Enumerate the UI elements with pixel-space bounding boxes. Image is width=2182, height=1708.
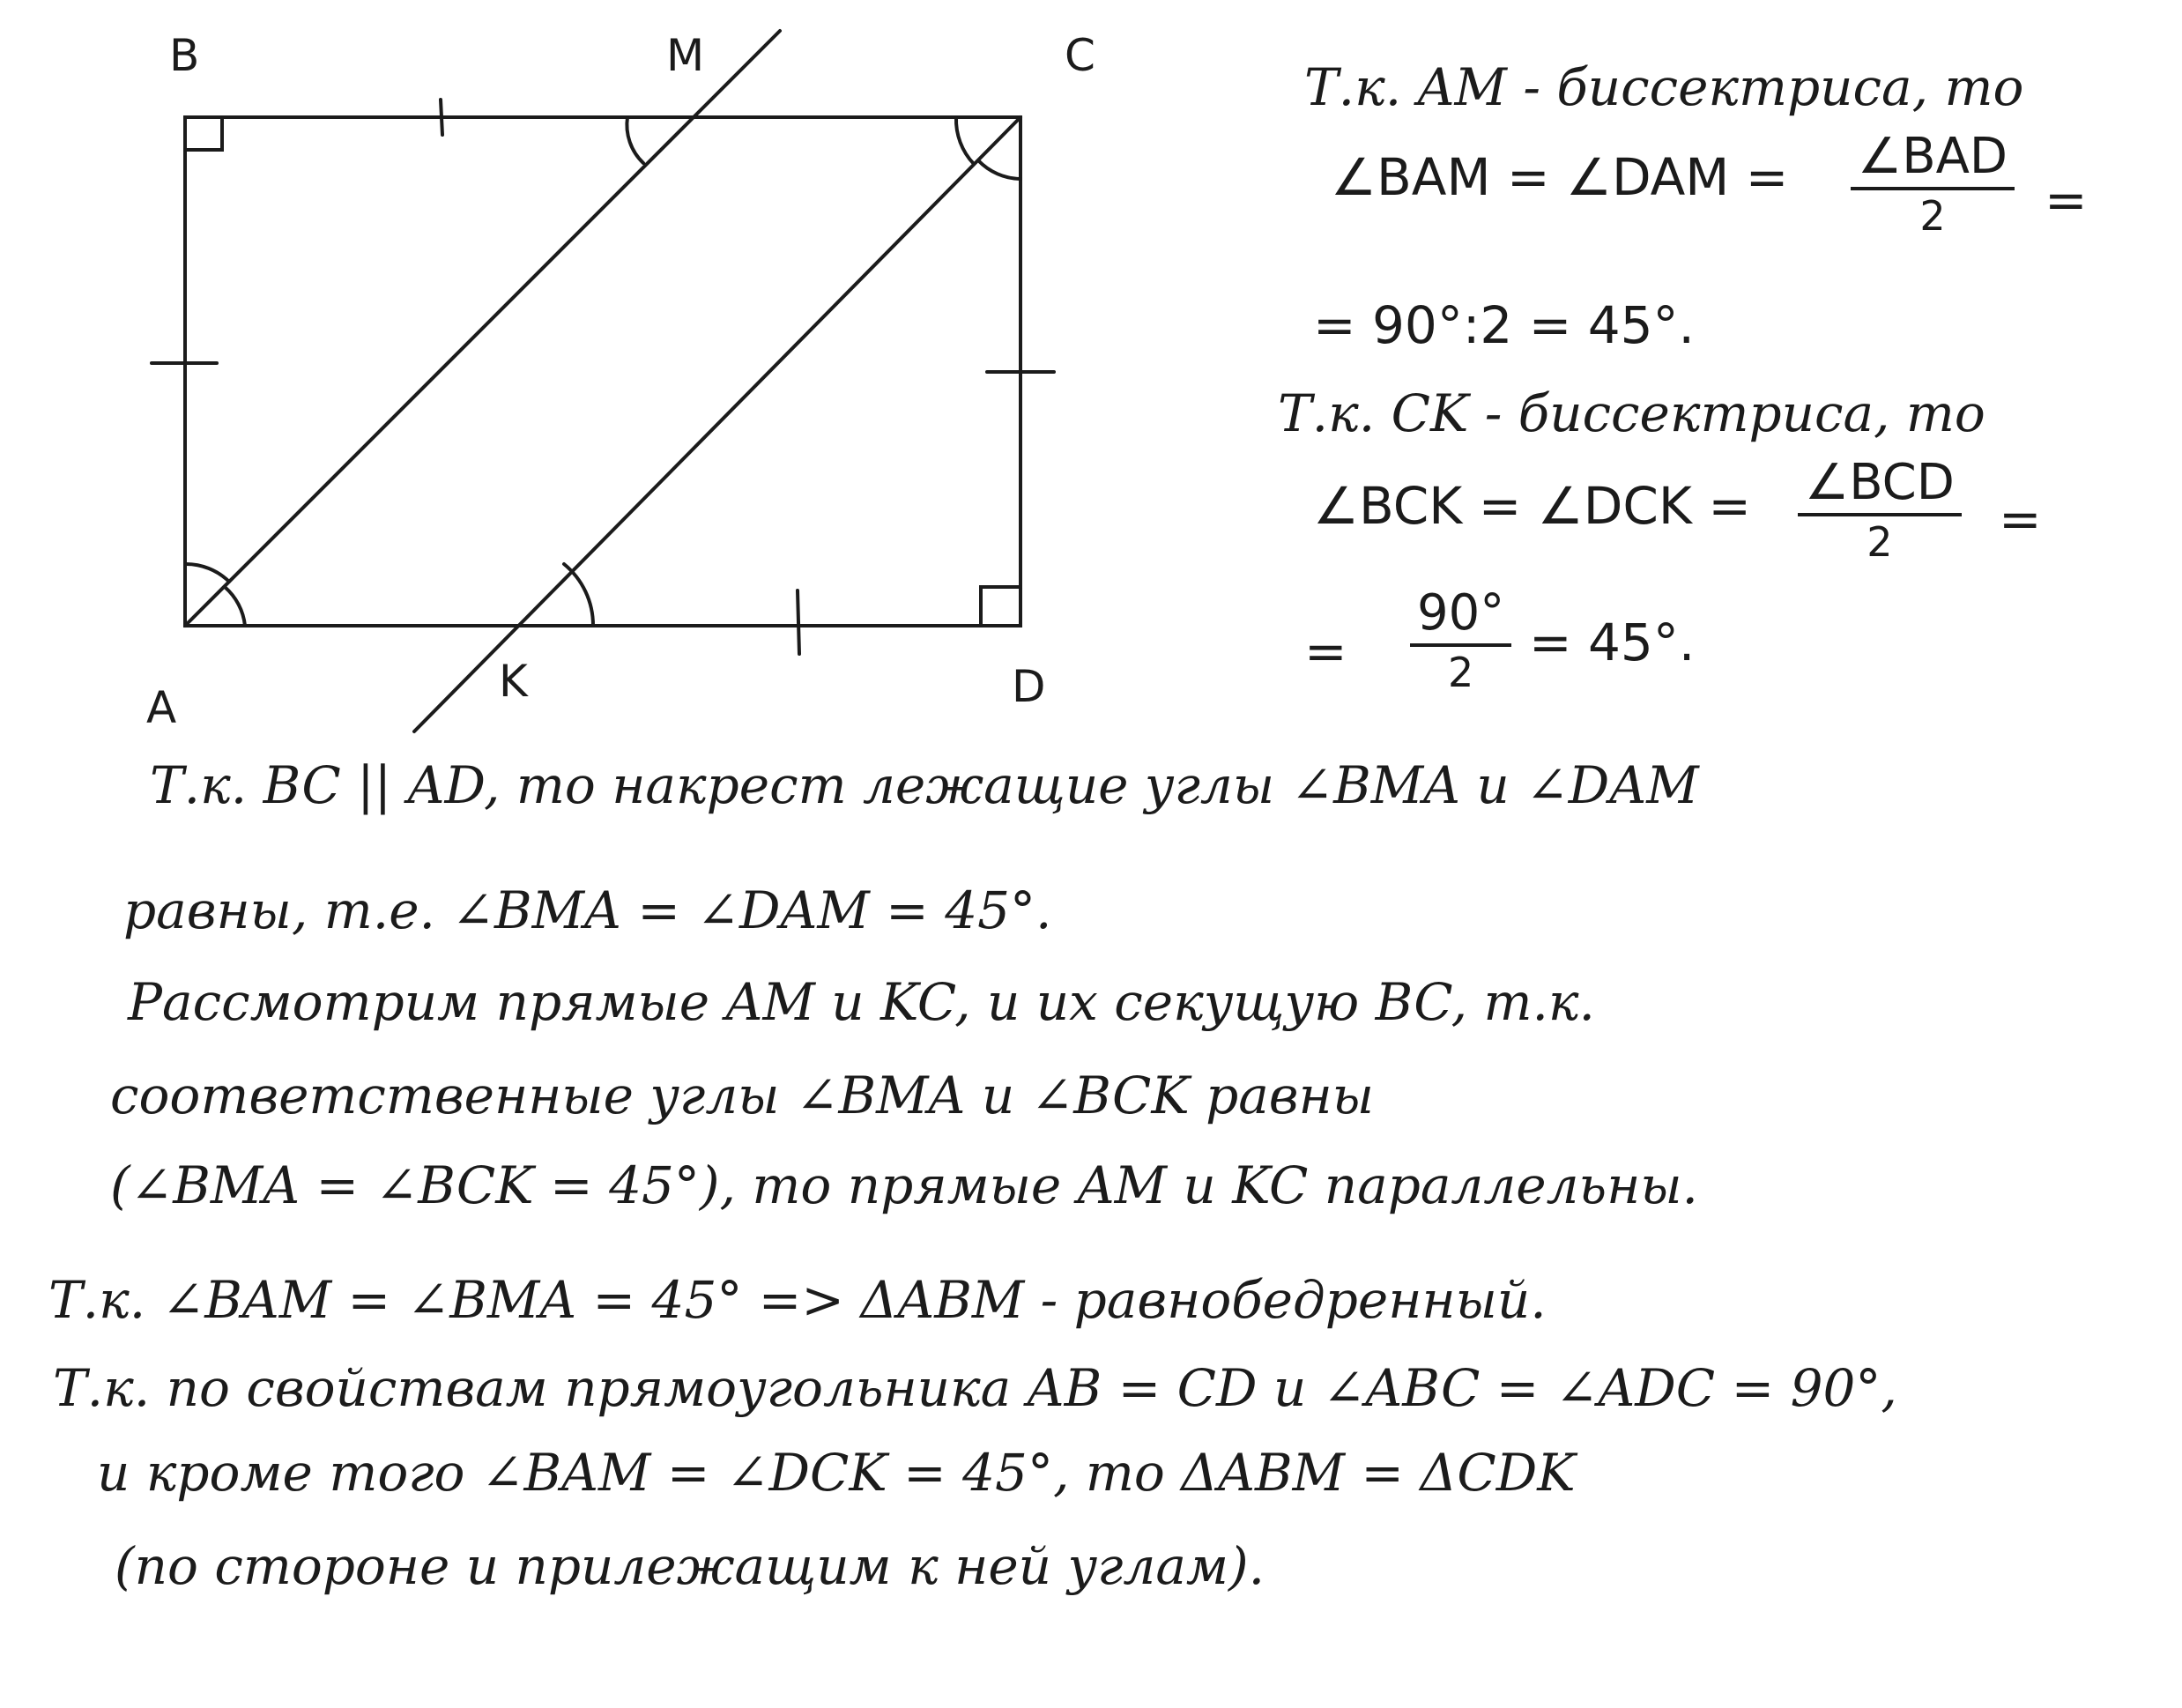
note-corresponding-angles: соответственные углы ∠BMA и ∠BCK равны — [110, 1066, 1374, 1125]
angle-arc-m — [627, 117, 643, 163]
fraction-90-denominator: 2 — [1447, 649, 1474, 696]
note-isosceles-triangle: Т.к. ∠BAM = ∠BMA = 45° => ΔABM - равнобедренный. — [48, 1270, 1547, 1330]
right-angle-mark-b — [185, 117, 222, 150]
note-triangles-equal: и кроме того ∠BAM = ∠DCK = 45°, то ΔABM = ΔCDK — [97, 1443, 1576, 1503]
formula-bam-left: ∠BAM = ∠DAM = — [1331, 147, 1789, 207]
fraction-bcd-denominator: 2 — [1867, 518, 1893, 566]
tick-mark-bm — [441, 100, 442, 135]
fraction-bcd-numerator: ∠BCD — [1798, 458, 1962, 516]
line-am — [185, 31, 780, 626]
formula-bck-equals: = — [1999, 489, 2042, 549]
angle-arc-a-upper — [185, 564, 229, 582]
fraction-90-over-2 — [1410, 584, 1511, 696]
formula-bam-result: = 90°:2 = 45°. — [1313, 295, 1695, 355]
note-lines-parallel: (∠BMA = ∠BCK = 45°), то прямые AM и KC параллельны. — [110, 1155, 1698, 1215]
fraction-bcd — [1798, 454, 1962, 566]
fraction-bad-numerator: ∠BAD — [1851, 132, 2015, 190]
line-kc — [414, 117, 1020, 731]
angle-arc-c-lower — [978, 160, 1020, 179]
fraction-bad-denominator: 2 — [1919, 192, 1946, 240]
label-b: B — [169, 30, 200, 81]
note-congruence-criterion: (по стороне и прилежащим к ней углам). — [115, 1536, 1265, 1596]
label-c: C — [1065, 30, 1095, 81]
fraction-90-numerator: 90° — [1410, 589, 1511, 647]
right-angle-mark-d — [981, 587, 1020, 626]
note-ck-bisector: Т.к. CK - биссектриса, то — [1278, 383, 1985, 443]
formula-bck-left: ∠BCK = ∠DCK = — [1313, 476, 1751, 536]
rectangle-abcd — [185, 117, 1020, 626]
note-am-bisector: Т.к. AM - биссектриса, то — [1304, 57, 2024, 117]
angle-arc-c-left — [956, 117, 974, 164]
note-rectangle-properties: Т.к. по свойствам прямоугольника AB = CD и ∠ABC = ∠ADC = 90°, — [53, 1358, 1897, 1418]
angle-arc-a-lower — [225, 587, 245, 626]
formula-bck-result-equals: = — [1304, 621, 1347, 681]
fraction-bad — [1851, 128, 2015, 240]
formula-bck-result: = 45°. — [1529, 613, 1696, 672]
label-m: M — [666, 30, 705, 81]
label-d: D — [1012, 661, 1046, 712]
label-a: A — [146, 682, 177, 733]
tick-mark-kd — [798, 590, 799, 654]
note-alternate-angles: равны, т.е. ∠BMA = ∠DAM = 45°. — [123, 880, 1052, 940]
formula-bam-equals: = — [2045, 170, 2088, 230]
label-k: K — [499, 656, 528, 707]
note-consider-lines: Рассмотрим прямые AM и KC, и их секущую BC, т.к. — [128, 972, 1595, 1032]
note-parallel-sides: Т.к. BC || AD, то накрест лежащие углы ∠BMA и ∠DAM — [150, 755, 1699, 815]
